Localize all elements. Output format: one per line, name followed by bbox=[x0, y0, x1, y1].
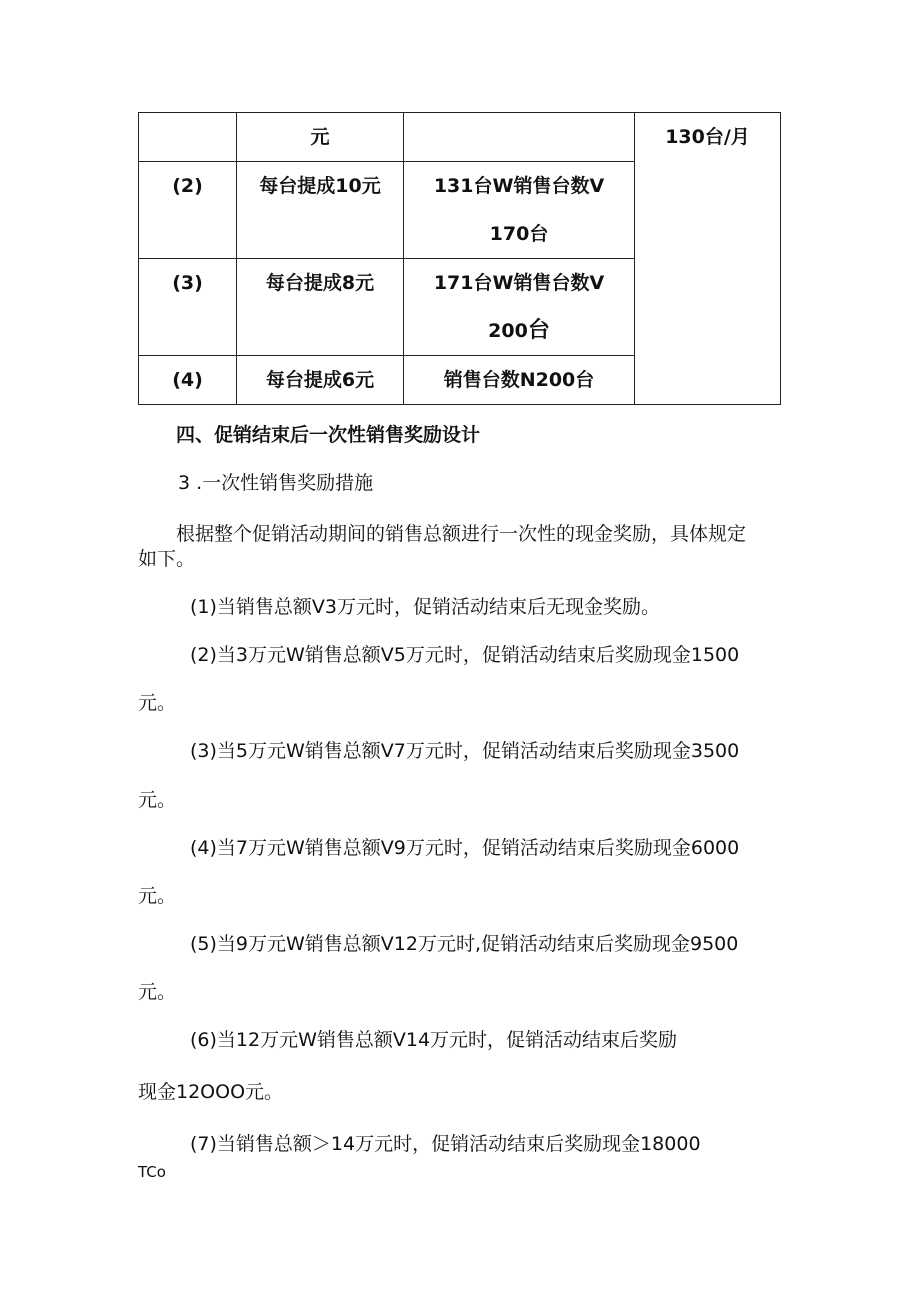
section-heading: 四、促销结束后一次性销售奖励设计 bbox=[176, 424, 481, 446]
reward-item-3-cont: 元。 bbox=[138, 789, 177, 811]
range-unit: 台 bbox=[527, 318, 550, 343]
row-number-cell: (4) bbox=[139, 356, 237, 405]
reward-item-4: (4)当7万元W销售总额V9万元时，促销活动结束后奖励现金6000 bbox=[190, 837, 740, 859]
range-value: 200 bbox=[488, 320, 528, 342]
row-number-cell: (3) bbox=[139, 259, 237, 356]
commission-table bbox=[138, 112, 781, 405]
table-row bbox=[139, 113, 781, 162]
range-cell bbox=[404, 113, 635, 162]
reward-item-7: (7)当销售总额＞14万元时，促销活动结束后奖励现金18000 bbox=[190, 1133, 701, 1155]
reward-item-2: (2)当3万元W销售总额V5万元时，促销活动结束后奖励现金1500 bbox=[190, 644, 740, 666]
reward-item-6-cont: 现金12OOO元。 bbox=[138, 1081, 284, 1103]
row-number-cell: (2) bbox=[139, 162, 237, 259]
reward-item-3: (3)当5万元W销售总额V7万元时，促销活动结束后奖励现金3500 bbox=[190, 740, 740, 762]
monthly-target-cell: 130台/月 bbox=[635, 113, 781, 405]
reward-item-5: (5)当9万元W销售总额V12万元时,促销活动结束后奖励现金9500 bbox=[190, 933, 739, 955]
commission-cell: 每台提成8元 bbox=[237, 259, 404, 356]
reward-item-4-cont: 元。 bbox=[138, 885, 177, 907]
reward-item-2-cont: 元。 bbox=[138, 692, 177, 714]
commission-cell: 每台提成10元 bbox=[237, 162, 404, 259]
intro-line-1: 根据整个促销活动期间的销售总额进行一次性的现金奖励，具体规定 bbox=[176, 523, 747, 545]
commission-cell: 元 bbox=[237, 113, 404, 162]
reward-item-5-cont: 元。 bbox=[138, 981, 177, 1003]
subheading: 3 .一次性销售奖励措施 bbox=[178, 472, 374, 494]
commission-cell: 每台提成6元 bbox=[237, 356, 404, 405]
reward-item-6: (6)当12万元W销售总额V14万元时，促销活动结束后奖励 bbox=[190, 1029, 678, 1051]
range-cell: 销售台数N200台 bbox=[404, 356, 635, 405]
range-cell: 171台W销售台数V 200台 bbox=[404, 259, 635, 356]
reward-item-1: (1)当销售总额V3万元时，促销活动结束后无现金奖励。 bbox=[190, 596, 661, 618]
range-cell: 131台W销售台数V 170台 bbox=[404, 162, 635, 259]
intro-line-2: 如下。 bbox=[138, 548, 196, 570]
reward-item-7-cont: TCo bbox=[138, 1163, 166, 1181]
row-number-cell bbox=[139, 113, 237, 162]
